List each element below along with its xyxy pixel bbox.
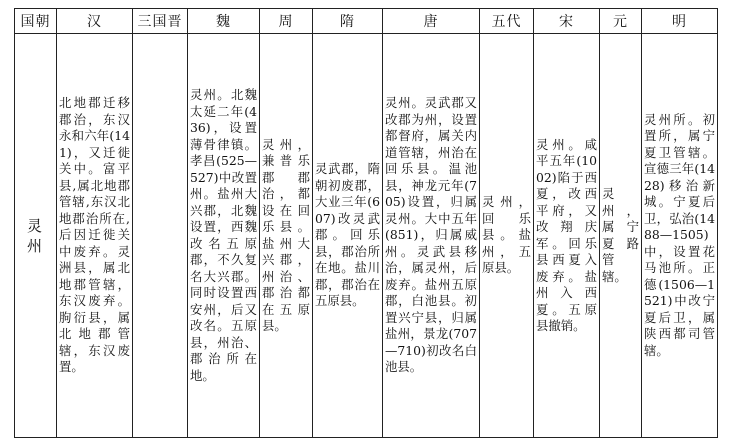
- header-sanguo-jin: 三国晋: [133, 9, 188, 34]
- header-han: 汉: [57, 9, 133, 34]
- cell-song: [534, 34, 600, 438]
- cell-wei: [188, 34, 260, 438]
- header-sui: 隋: [313, 9, 383, 34]
- cell-wudai: [480, 34, 534, 438]
- header-ming: 明: [642, 9, 718, 34]
- cell-ming: [642, 34, 718, 438]
- header-row: [15, 9, 718, 34]
- song-text: 灵州。咸平五年(1002)陷于西夏，改西平府，又改翔庆军。回乐县西夏入废弃。盐州入西夏。五原县撤销。: [536, 136, 597, 333]
- header-tang: 唐: [383, 9, 480, 34]
- header-yuan: 元: [600, 9, 642, 34]
- history-table: [14, 8, 718, 438]
- wudai-text: 灵州，回乐县。盐州，五原县。: [482, 194, 531, 276]
- header-region: 国朝: [15, 9, 57, 34]
- table-row: [15, 34, 718, 438]
- tang-text: 灵州。灵武郡又改郡为州，设置都督府，属关内道管辖，州治在回乐县。温池县，神龙元年(705)设置，归属灵州。大中五年(851)，归属威州。灵武县移治，属灵州，后废弃。盐州五原郡，白池县。初置兴宁县，归属盐州，景龙(707—710)初改名白池县。: [385, 95, 477, 375]
- region-label: 灵州: [26, 216, 44, 255]
- cell-sui: [313, 34, 383, 438]
- cell-han: [57, 34, 133, 438]
- header-wudai: 五代: [480, 9, 534, 34]
- cell-yuan: [600, 34, 642, 438]
- header-wei: 魏: [188, 9, 260, 34]
- cell-region: [15, 34, 57, 438]
- zhou-text: 灵州，兼普乐郡郡治，都设在回乐县。盐州大兴郡，州治、郡治都在五原县。: [262, 136, 310, 333]
- han-text: 北地郡迁移郡治，东汉永和六年(141)，又迁徙关中。富平县,属北地郡管辖,东汉北地郡治所在,后因迁徙关中废弃。灵洲县，属北地郡管辖，东汉废弃。朐衍县，属北地郡管辖，东汉废置。: [59, 95, 130, 375]
- header-zhou: 周: [260, 9, 313, 34]
- yuan-text: 灵州，属宁夏路管辖。: [602, 186, 639, 284]
- sui-text: 灵武郡，隋朝初废郡，大业三年(607)改灵武郡。回乐县，郡治所在地。盐川郡，郡治在五原县。: [315, 161, 380, 309]
- cell-tang: [383, 34, 480, 438]
- wei-text: 灵州。北魏太延二年(436)，设置薄骨律镇。孝昌(525—527)中改置州。盐州大兴郡，北魏设置，西魏改名五原郡，不久复名大兴郡。同时设置西安州，后又改名。五原县，州治、郡治所在地。: [190, 87, 257, 383]
- ming-text: 灵州所。初置所，属宁夏卫管辖。宣德三年(1428)移治新城。宁夏后卫，弘治(1488—1505)中，设置花马池所。正德(1506—1521)中改宁夏后卫，属陕西都司管辖。: [644, 111, 715, 358]
- cell-sanguo-jin: [133, 34, 188, 438]
- header-song: 宋: [534, 9, 600, 34]
- cell-zhou: [260, 34, 313, 438]
